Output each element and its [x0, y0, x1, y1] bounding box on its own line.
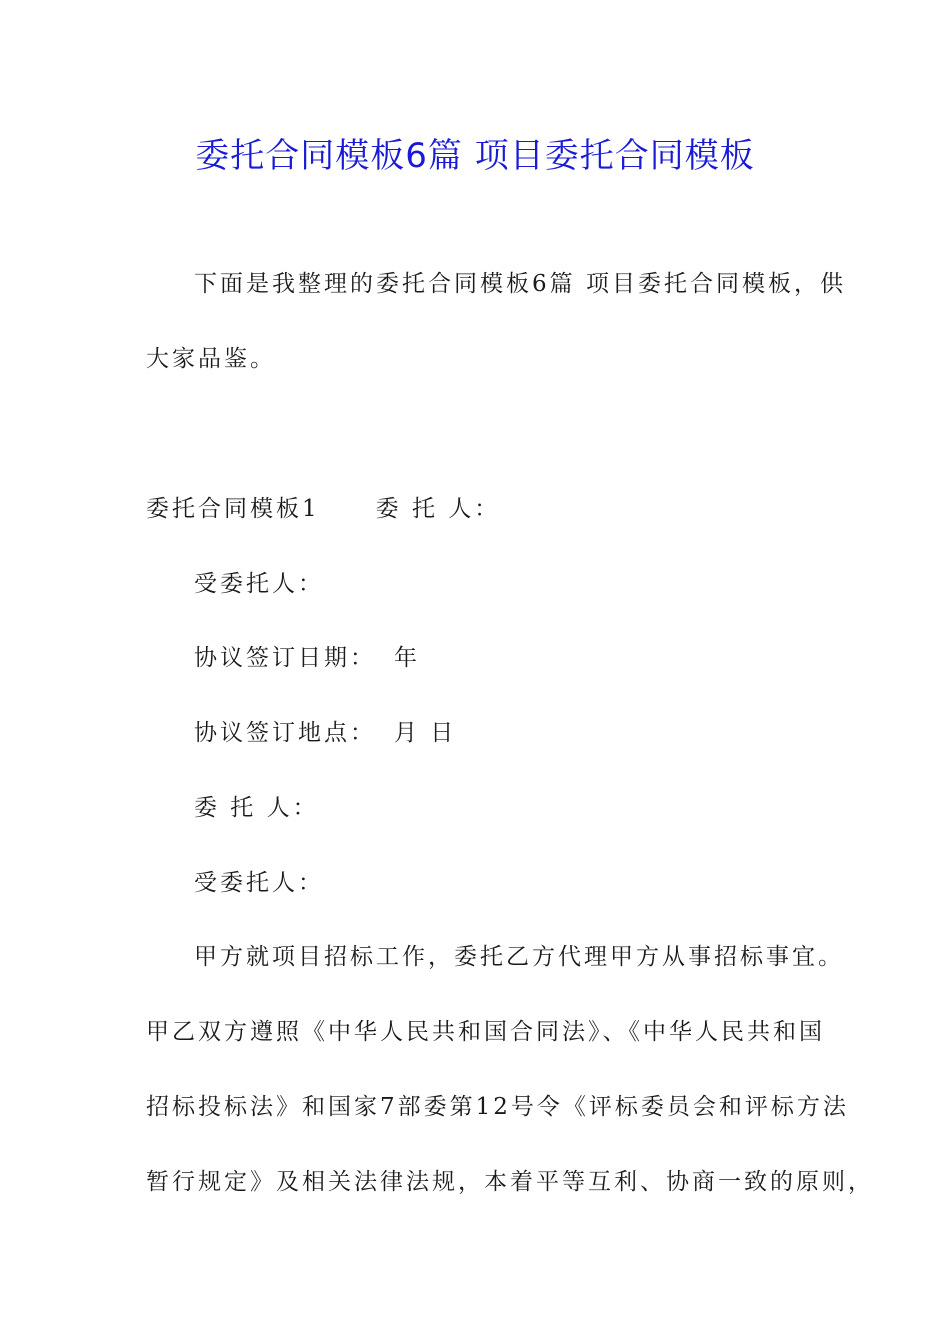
- entrusted-party-label: 受委托人：: [194, 571, 324, 597]
- section-heading: 委托合同模板1: [146, 496, 320, 522]
- entrusted-party-label-2: 受委托人：: [194, 870, 324, 896]
- body-line-4: 暂行规定》及相关法律法规，本着平等互利、协商一致的原则，: [146, 1169, 874, 1195]
- sign-date-label: 协议签订日期：: [194, 645, 376, 671]
- sign-place-label: 协议签订地点：: [194, 720, 376, 746]
- sign-place-value: 月 日: [394, 720, 457, 746]
- section-heading-row: [146, 498, 500, 521]
- sign-place-row: [194, 722, 456, 745]
- intro-line-2: 大家品鉴。: [146, 346, 276, 372]
- sign-date-value: 年: [394, 645, 420, 671]
- body-line-3: 招标投标法》和国家7部委第12号令《评标委员会和评标方法: [146, 1094, 849, 1120]
- intro-line-1: 下面是我整理的委托合同模板6篇 项目委托合同模板，供: [194, 271, 846, 297]
- heading-entrusting-party-label: 委 托 人：: [375, 496, 501, 522]
- entrusting-party-label: 委 托 人：: [194, 795, 319, 821]
- document-title: 委托合同模板6篇 项目委托合同模板: [195, 136, 755, 176]
- body-line-1: 甲方就项目招标工作，委托乙方代理甲方从事招标事宜。: [194, 944, 844, 970]
- body-line-2: 甲乙双方遵照《中华人民共和国合同法》、《中华人民共和国: [146, 1019, 825, 1045]
- sign-date-row: [194, 647, 420, 670]
